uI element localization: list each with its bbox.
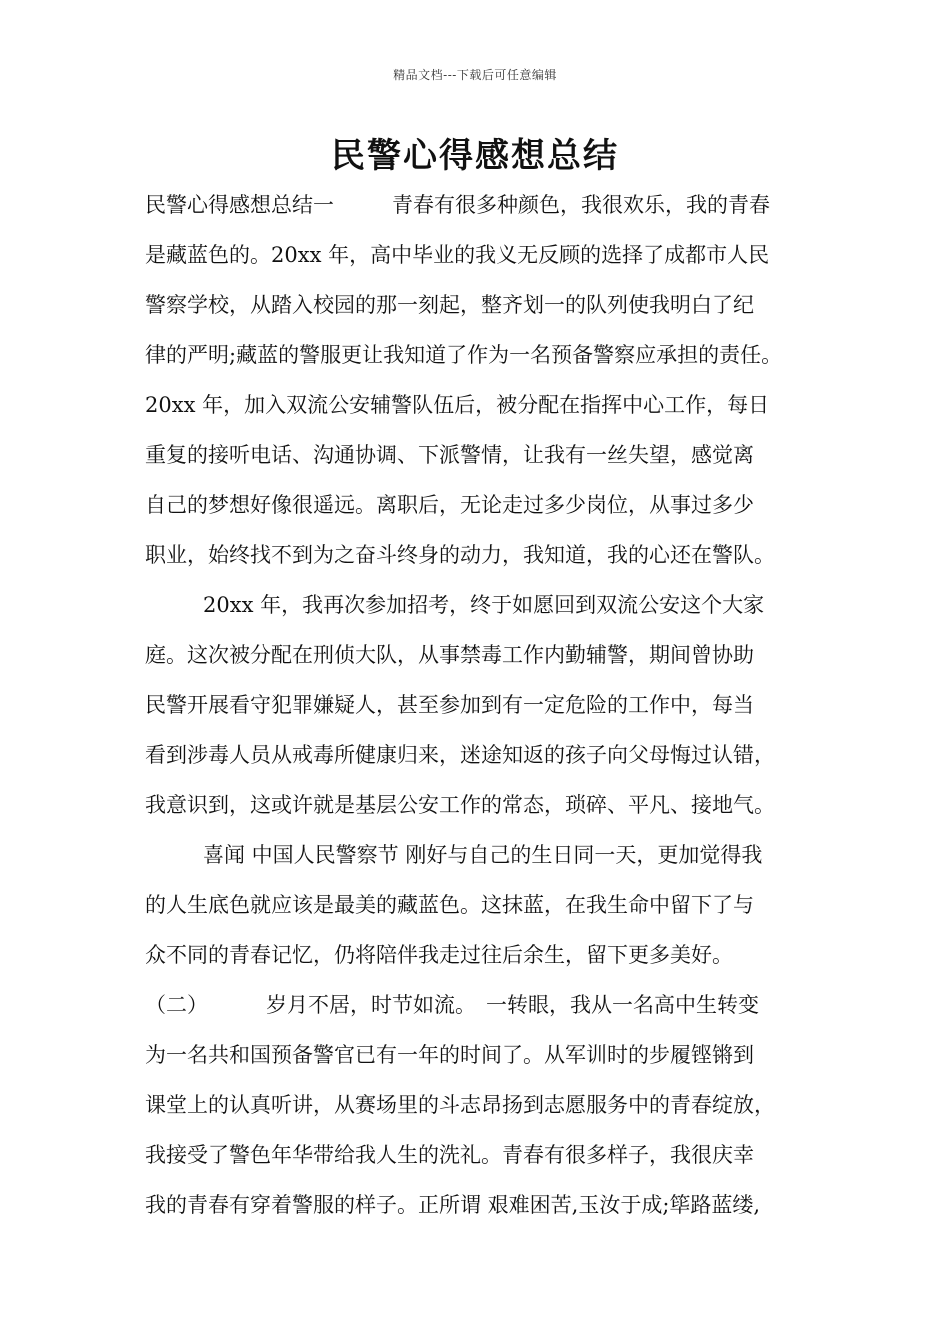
- page-header: 精品文档---下载后可任意编辑: [393, 68, 557, 82]
- paragraph-line: 律的严明;藏蓝的警服更让我知道了作为一名预备警察应承担的责任。: [145, 343, 783, 367]
- paragraph-line: 20xx 年，加入双流公安辅警队伍后，被分配在指挥中心工作，每日: [145, 393, 770, 417]
- paragraph-line: 民警开展看守犯罪嫌疑人，甚至参加到有一定危险的工作中，每当: [145, 693, 754, 717]
- document-body: [145, 180, 825, 1230]
- paragraph-line: 为一名共和国预备警官已有一年的时间了。从军训时的步履铿锵到: [145, 1043, 754, 1067]
- document-title: 民警心得感想总结: [331, 136, 619, 176]
- paragraph-line: [145, 180, 825, 230]
- paragraph-line: 20xx 年，我再次参加招考，终于如愿回到双流公安这个大家: [203, 593, 765, 617]
- paragraph-line: 课堂上的认真听讲，从赛场里的斗志昂扬到志愿服务中的青春绽放，: [145, 1093, 775, 1117]
- paragraph-line: [145, 980, 825, 1030]
- paragraph-line: 我意识到，这或许就是基层公安工作的常态，琐碎、平凡、接地气。: [145, 793, 775, 817]
- text-segment: 一转眼，我从一名高中生转变: [486, 993, 759, 1017]
- paragraph-line: 看到涉毒人员从戒毒所健康归来，迷途知返的孩子向父母悔过认错，: [145, 743, 775, 767]
- paragraph-line: 我的青春有穿着警服的样子。正所谓 艰难困苦,玉汝于成;筚路蓝缕,: [145, 1193, 761, 1217]
- paragraph-line: 自己的梦想好像很遥远。离职后，无论走过多少岗位，从事过多少: [145, 493, 754, 517]
- text-segment: 岁月不居，时节如流。: [266, 993, 476, 1017]
- section-heading: 民警心得感想总结一: [145, 193, 334, 217]
- paragraph-line: 重复的接听电话、沟通协调、下派警情，让我有一丝失望，感觉离: [145, 443, 754, 467]
- paragraph-line: 众不同的青春记忆，仍将陪伴我走过往后余生，留下更多美好。: [145, 943, 733, 967]
- paragraph-line: 是藏蓝色的。20xx 年，高中毕业的我义无反顾的选择了成都市人民: [145, 243, 770, 267]
- paragraph-line: 的人生底色就应该是最美的藏蓝色。这抹蓝，在我生命中留下了与: [145, 893, 754, 917]
- paragraph-line: 喜闻 中国人民警察节 刚好与自己的生日同一天，更加觉得我: [203, 843, 763, 867]
- paragraph-line: 职业，始终找不到为之奋斗终身的动力，我知道，我的心还在警队。: [145, 543, 775, 567]
- paragraph-line: 警察学校，从踏入校园的那一刻起，整齐划一的队列使我明白了纪: [145, 293, 754, 317]
- section-marker: （二）: [145, 993, 208, 1017]
- paragraph-line: 庭。这次被分配在刑侦大队，从事禁毒工作内勤辅警，期间曾协助: [145, 643, 754, 667]
- paragraph-line: 我接受了警色年华带给我人生的洗礼。青春有很多样子，我很庆幸: [145, 1143, 754, 1167]
- text-segment: 青春有很多种颜色，我很欢乐，我的青春: [392, 193, 770, 217]
